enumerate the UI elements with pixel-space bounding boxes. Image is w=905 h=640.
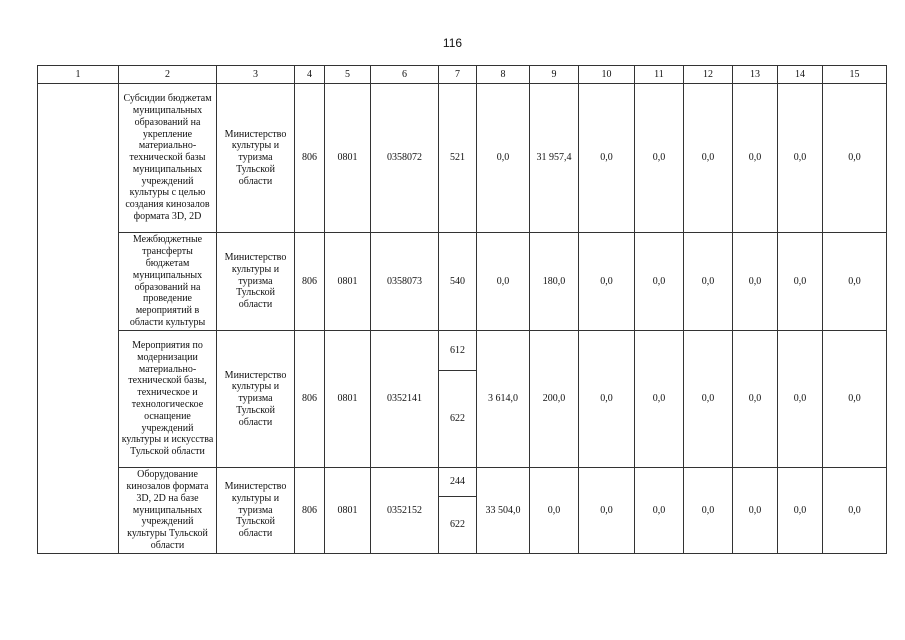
value-cell: 0,0 [684, 233, 733, 331]
ministry-cell: Министерство культуры и туризма Тульской области [217, 233, 295, 331]
value-cell: 0,0 [635, 468, 684, 554]
value-cell: 0,0 [778, 331, 823, 468]
vr-cell: 521 [439, 84, 477, 233]
value-cell: 0,0 [635, 331, 684, 468]
vr-cell: 612 [439, 331, 477, 371]
value-cell: 0,0 [579, 233, 635, 331]
ministry-cell: Министерство культуры и туризма Тульской области [217, 331, 295, 468]
column-header: 10 [579, 66, 635, 84]
column-header: 6 [371, 66, 439, 84]
grbs-cell: 806 [295, 233, 325, 331]
column-1-cell [38, 84, 119, 554]
expense-name-cell: Мероприятия по модернизации материально-технической базы, техническое и технологическое оснащение учреждений культуры и искусства Тульской области [119, 331, 217, 468]
value-cell: 0,0 [823, 233, 887, 331]
value-cell: 180,0 [530, 233, 579, 331]
csr-cell: 0352141 [371, 331, 439, 468]
table-row [38, 84, 887, 233]
expense-name-cell: Субсидии бюджетам муниципальных образований на укрепление материально-технической базы муниципальных учреждений культуры с целью создания кинозалов формата 3D, 2D [119, 84, 217, 233]
vr-cell: 244 [439, 468, 477, 497]
value-cell: 0,0 [579, 84, 635, 233]
ministry-cell: Министерство культуры и туризма Тульской области [217, 468, 295, 554]
grbs-cell: 806 [295, 331, 325, 468]
grbs-cell: 806 [295, 84, 325, 233]
column-header: 3 [217, 66, 295, 84]
expense-name-cell: Межбюджетные трансферты бюджетам муниципальных образований на проведение мероприятий в области культуры [119, 233, 217, 331]
expense-name-cell: Оборудование кинозалов формата 3D, 2D на базе муниципальных учреждений культуры Тульской области [119, 468, 217, 554]
value-cell: 0,0 [579, 331, 635, 468]
column-header: 13 [733, 66, 778, 84]
column-header: 5 [325, 66, 371, 84]
rzpr-cell: 0801 [325, 84, 371, 233]
table-row [38, 468, 887, 497]
table-row [38, 233, 887, 331]
value-cell: 0,0 [635, 84, 684, 233]
value-cell: 0,0 [530, 468, 579, 554]
value-cell: 0,0 [635, 233, 684, 331]
value-cell: 0,0 [733, 84, 778, 233]
value-cell: 0,0 [684, 468, 733, 554]
vr-cell: 622 [439, 497, 477, 554]
header-row [38, 66, 887, 84]
page-number: 116 [442, 36, 463, 50]
column-header: 9 [530, 66, 579, 84]
column-header: 2 [119, 66, 217, 84]
rzpr-cell: 0801 [325, 468, 371, 554]
column-header: 14 [778, 66, 823, 84]
table-row [38, 331, 887, 371]
rzpr-cell: 0801 [325, 331, 371, 468]
column-header: 7 [439, 66, 477, 84]
ministry-cell: Министерство культуры и туризма Тульской области [217, 84, 295, 233]
column-header: 12 [684, 66, 733, 84]
column-header: 1 [38, 66, 119, 84]
value-cell: 3 614,0 [477, 331, 530, 468]
column-header: 11 [635, 66, 684, 84]
value-cell: 0,0 [823, 331, 887, 468]
value-cell: 200,0 [530, 331, 579, 468]
column-header: 4 [295, 66, 325, 84]
vr-cell: 540 [439, 233, 477, 331]
value-cell: 31 957,4 [530, 84, 579, 233]
csr-cell: 0358073 [371, 233, 439, 331]
value-cell: 0,0 [684, 331, 733, 468]
value-cell: 0,0 [733, 468, 778, 554]
vr-cell: 622 [439, 371, 477, 468]
value-cell: 0,0 [778, 233, 823, 331]
value-cell: 0,0 [823, 84, 887, 233]
value-cell: 0,0 [579, 468, 635, 554]
value-cell: 33 504,0 [477, 468, 530, 554]
csr-cell: 0358072 [371, 84, 439, 233]
column-header: 8 [477, 66, 530, 84]
grbs-cell: 806 [295, 468, 325, 554]
value-cell: 0,0 [778, 84, 823, 233]
value-cell: 0,0 [477, 84, 530, 233]
value-cell: 0,0 [477, 233, 530, 331]
csr-cell: 0352152 [371, 468, 439, 554]
budget-table [37, 65, 887, 554]
column-header: 15 [823, 66, 887, 84]
value-cell: 0,0 [733, 331, 778, 468]
rzpr-cell: 0801 [325, 233, 371, 331]
value-cell: 0,0 [684, 84, 733, 233]
value-cell: 0,0 [778, 468, 823, 554]
value-cell: 0,0 [733, 233, 778, 331]
value-cell: 0,0 [823, 468, 887, 554]
